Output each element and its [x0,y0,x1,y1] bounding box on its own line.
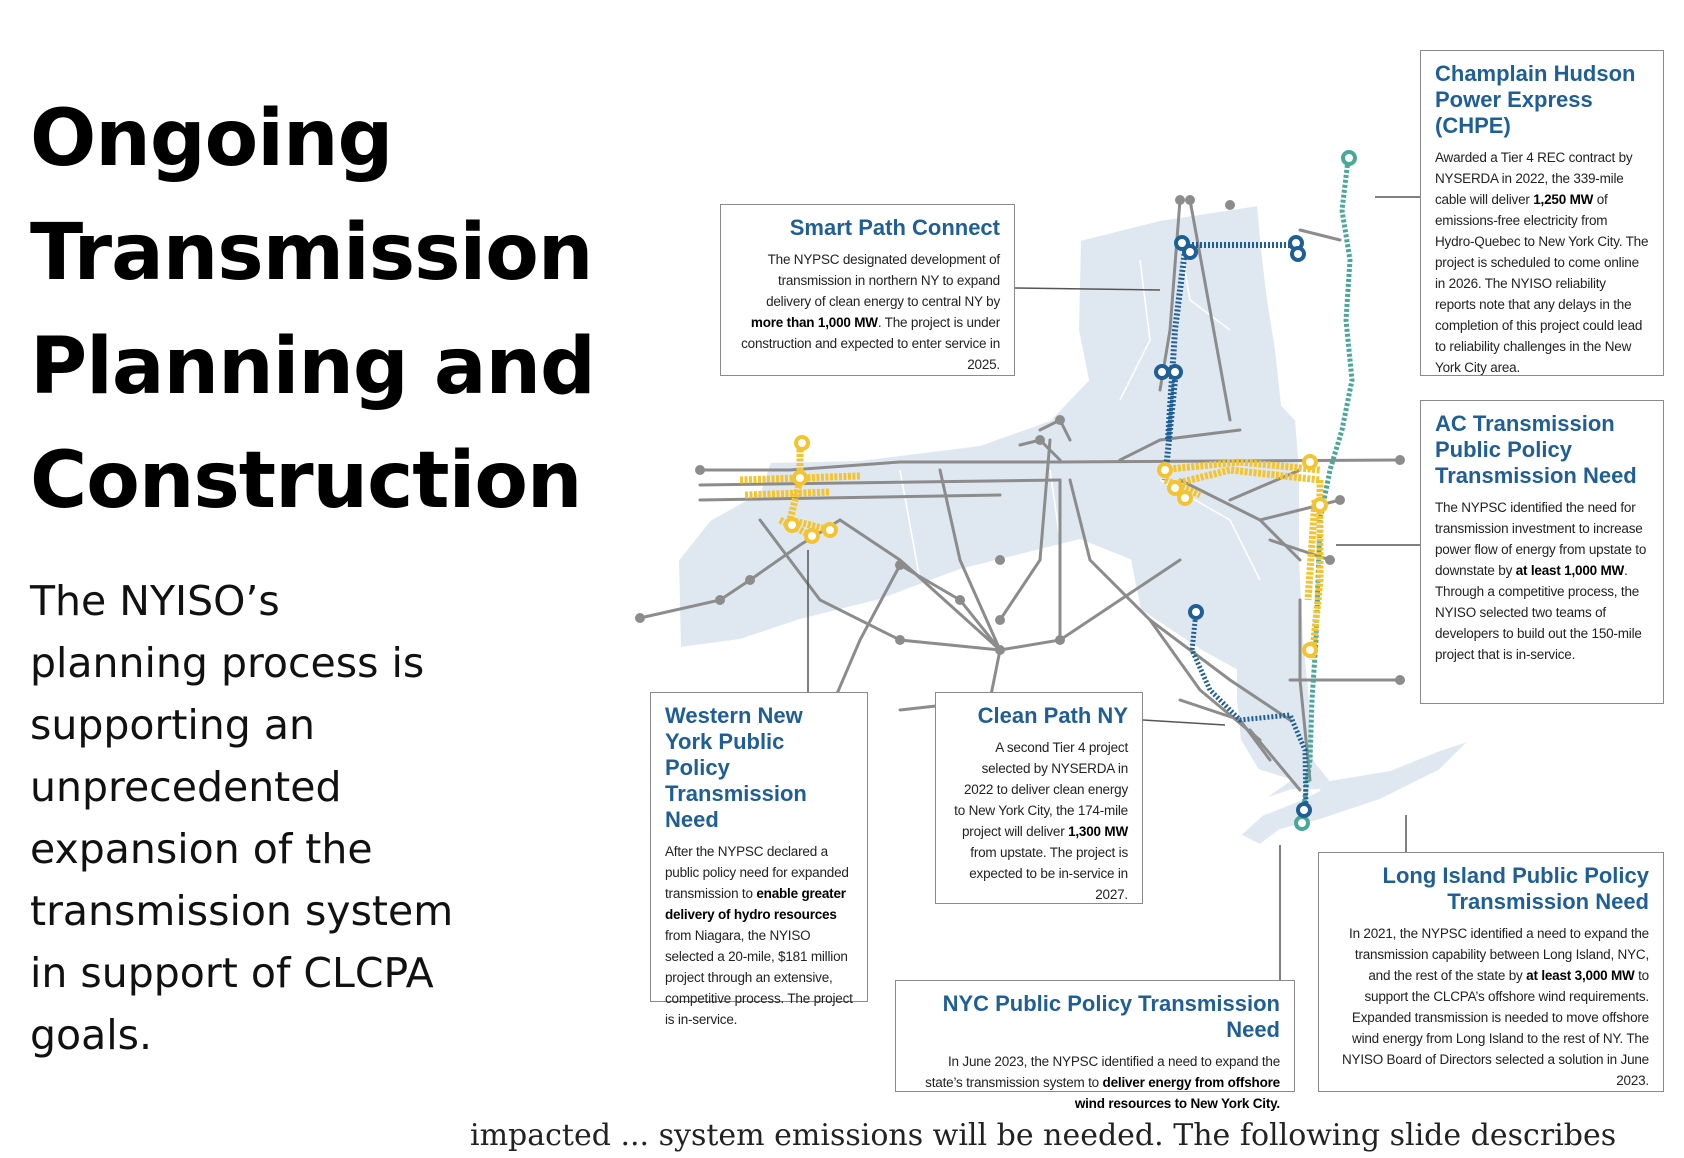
subtitle: The NYISO’s planning process is supporting an unprecedented expansion of the transmission system in support of CLCPA goals. [30,577,454,1059]
cutoff-body-text: impacted ... system emissions will be needed. The following slide describes [470,1118,1617,1153]
callout-ac-transmission [1420,400,1664,704]
callout-long-island [1318,852,1664,1092]
title-line: Planning and [30,322,595,412]
callout-title: AC Transmission Public Policy Transmission Need [1435,411,1637,488]
callout-title: Long Island Public Policy Transmission Need [1382,863,1649,914]
callout-chpe [1420,50,1664,376]
callout-nyc [895,980,1295,1111]
callout-title: Smart Path Connect [789,215,1000,240]
callout-text: A second Tier 4 project selected by NYSERDA in 2022 to deliver clean energy to New York City, the 174-mile project will deliver 1,300 MW from upstate. The project is expected to be in-service in 2027. [954,740,1128,902]
title-line: Construction [30,436,582,526]
callout-text: Awarded a Tier 4 REC contract by NYSERDA in 2022, the 339-mile cable will deliver 1,250 MW of emissions-free electricity from Hydro-Quebec to New York City. The project is scheduled to come online in 2026. The NYISO reliability reports note that any delays in the completion of this project could lead to reliability challenges in the New York City area. [1435,150,1649,375]
title-line: Transmission [30,208,593,298]
callout-title: Western New York Public Policy Transmission Need [665,703,807,832]
callout-western-ny [650,692,868,1027]
callout-title: Champlain Hudson Power Express (CHPE) [1435,61,1636,138]
callout-smart-path-connect [720,204,1015,376]
chpe-line [1302,160,1352,820]
callout-text: After the NYPSC declared a public policy need for expanded transmission to enable greater delivery of hydro resources from Niagara, the NYISO selected a 20-mile, $181 million project through an extensive, competitive process. The project is in-service. [665,844,853,1027]
callout-clean-path-ny [935,692,1143,904]
callout-text: In June 2023, the NYPSC identified a need to expand the state’s transmission system to deliver energy from offshore wind resources to New York City. [925,1054,1280,1111]
title-line: Ongoing [30,94,393,184]
callout-title: NYC Public Policy Transmission Need [942,991,1280,1042]
callout-text: The NYPSC identified the need for transmission investment to increase power flow of energy from upstate to downstate by at least 1,000 MW. Through a competitive process, the NYISO selected two teams of developers to build out the 150-mile project that is in-service. [1435,500,1647,662]
callout-text: In 2021, the NYPSC identified a need to expand the transmission capability between Long Island, NYC, and the rest of the state by at least 3,000 MW to support the CLCPA’s offshore wind requirements. Expanded transmission is needed to move offshore wind energy from Long Island to the rest of NY. The NYISO Board of Directors selected a solution in June 2023. [1341,926,1649,1088]
callout-text: The NYPSC designated development of transmission in northern NY to expand delivery of clean energy to central NY by more than 1,000 MW. The project is under construction and expected to enter service in 2025. [741,252,1000,372]
callout-title: Clean Path NY [977,703,1128,728]
